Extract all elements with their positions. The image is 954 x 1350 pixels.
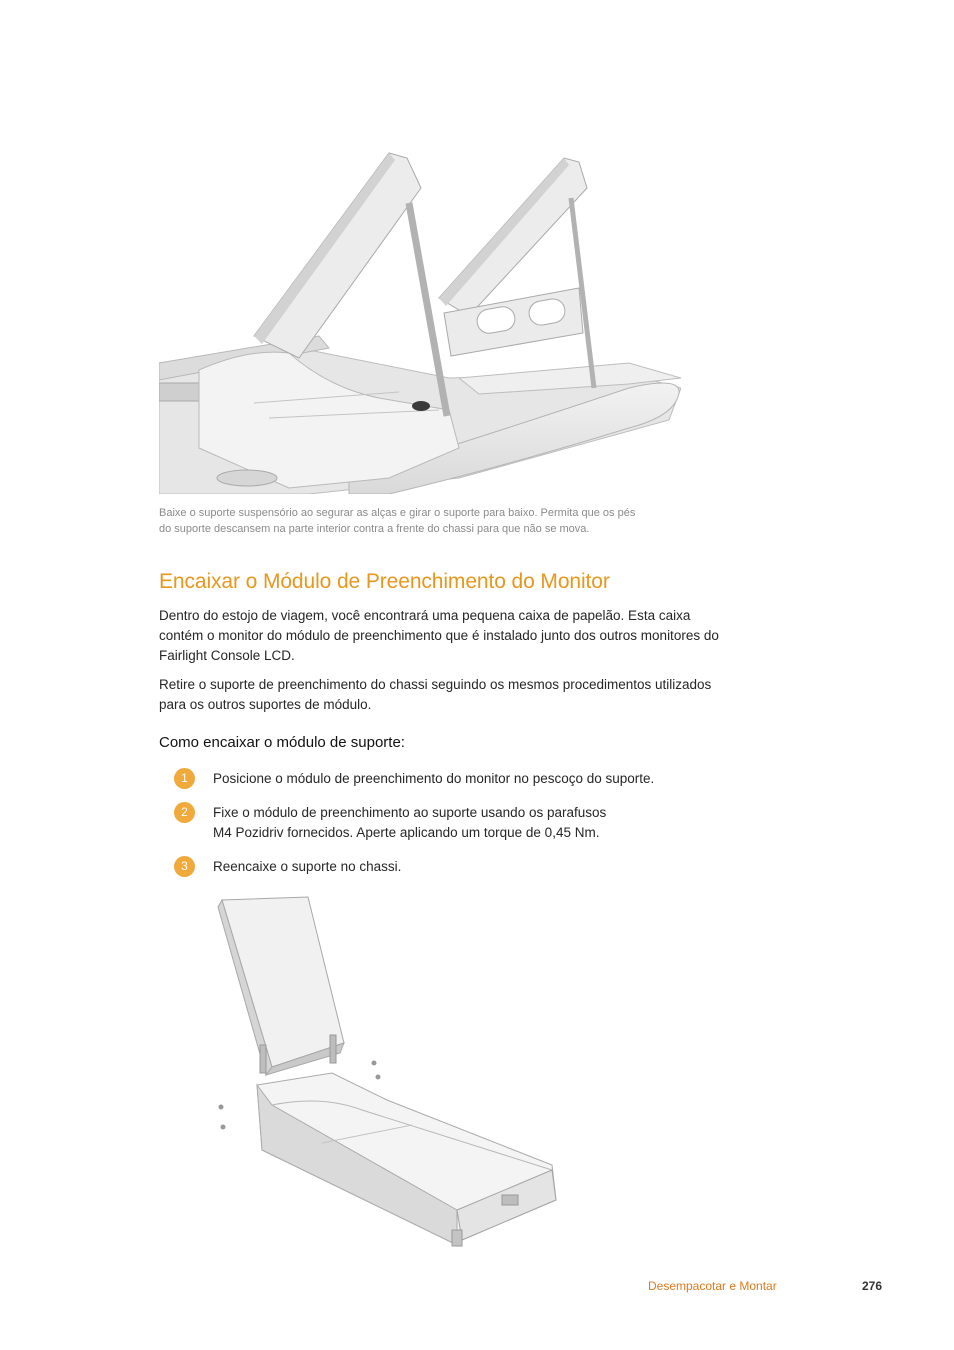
section-title: Encaixar o Módulo de Preenchimento do Monitor: [159, 570, 610, 593]
step-3-line-1: Reencaixe o suporte no chassi.: [213, 859, 402, 874]
step-2-line-2: M4 Pozidriv fornecidos. Aperte aplicando um torque de 0,45 Nm.: [213, 825, 600, 840]
step-2-line-1: Fixe o módulo de preenchimento ao suporte usando os parafusos: [213, 805, 607, 820]
step-1-line-1: Posicione o módulo de preenchimento do monitor no pescoço do suporte.: [213, 771, 655, 786]
caption-line-2: do suporte descansem na parte interior contra a frente do chassi para que não se mova.: [159, 523, 590, 535]
step-text: [213, 803, 733, 843]
step-number-badge: 1: [174, 768, 195, 789]
intro-line-1: Dentro do estojo de viagem, você encontrará uma pequena caixa de papelão. Esta caixa: [159, 608, 691, 623]
steps-subheading: Como encaixar o módulo de suporte:: [159, 734, 405, 751]
page-number: 276: [862, 1279, 883, 1293]
intro-line-2: contém o monitor do módulo de preenchimento que é instalado junto dos outros monitores do: [159, 628, 719, 643]
instruction-line-2: para os outros suportes de módulo.: [159, 697, 372, 712]
figure-caption: [159, 505, 759, 537]
chassis-bracket-illustration: [159, 148, 681, 494]
step-number-badge: 3: [174, 856, 195, 877]
step-number-badge: 2: [174, 802, 195, 823]
step-text: [213, 857, 733, 877]
filler-module-illustration: [212, 895, 562, 1260]
intro-line-3: Fairlight Console LCD.: [159, 648, 295, 663]
intro-paragraph: [159, 606, 809, 666]
caption-line-1: Baixe o suporte suspensório ao segurar as alças e girar o suporte para baixo. Permita que os pés: [159, 507, 636, 519]
instruction-paragraph: [159, 675, 809, 715]
step-text: [213, 769, 733, 789]
instruction-line-1: Retire o suporte de preenchimento do chassi seguindo os mesmos procedimentos utilizados: [159, 677, 712, 692]
footer-section-link[interactable]: Desempacotar e Montar: [648, 1279, 777, 1293]
